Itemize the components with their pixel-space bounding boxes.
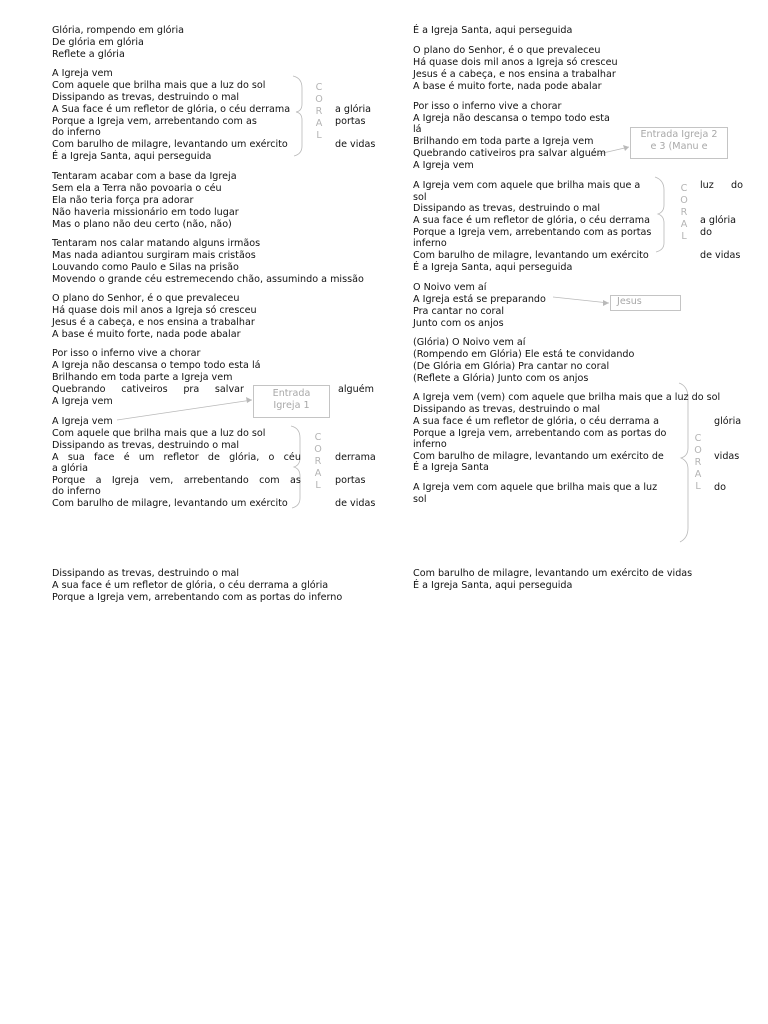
lyric-line-end: derrama <box>335 452 376 463</box>
word: com <box>259 475 280 486</box>
lyric-line-justified <box>52 452 301 464</box>
lyric-line: Jesus é a cabeça, e nos ensina a trabalhar <box>52 317 255 328</box>
word: A <box>52 452 59 463</box>
lyric-line: lá <box>413 124 422 135</box>
lyric-line: O plano do Senhor, é o que prevaleceu <box>413 45 601 56</box>
coral-label <box>313 432 323 492</box>
lyric-line: Porque a Igreja vem, arrebentando com as portas <box>413 227 652 238</box>
lyric-line: Ela não teria força pra adorar <box>52 195 194 206</box>
lyric-line: Mas o plano não deu certo (não, não) <box>52 219 232 230</box>
lyric-line: (Rompendo em Glória) Ele está te convidando <box>413 349 635 360</box>
lyric-line: É a Igreja Santa, aqui perseguida <box>413 580 573 591</box>
lyric-line: inferno <box>413 238 447 249</box>
coral-letter: L <box>315 480 321 491</box>
callout-text: Entrada <box>272 388 311 399</box>
lyric-line: Por isso o inferno vive a chorar <box>413 101 562 112</box>
coral-letter: O <box>694 445 702 456</box>
callout-text: Entrada Igreja 2 <box>640 129 718 140</box>
coral-letter: C <box>314 432 322 443</box>
coral-letter: R <box>315 106 323 117</box>
lyric-line-end: a glória <box>700 215 737 226</box>
callout-entrada-igreja-2 <box>630 127 728 159</box>
lyric-line: A sua face é um refletor de glória, o céu derrama a <box>413 416 659 427</box>
word: face <box>94 452 115 463</box>
word: sua <box>67 452 85 463</box>
lyric-line-justified <box>52 475 301 487</box>
word: é <box>123 452 130 463</box>
lyric-line-end: alguém <box>338 384 374 395</box>
word: Quebrando <box>52 384 106 395</box>
word: pra <box>183 384 200 395</box>
lyric-line: Reflete a glória <box>52 49 125 60</box>
coral-letter: C <box>694 433 702 444</box>
lyric-line-end: de vidas <box>700 250 741 261</box>
lyric-line-end: de vidas <box>335 139 376 150</box>
lyric-line: É a Igreja Santa, aqui perseguida <box>413 25 573 36</box>
lyric-line-end: a glória <box>335 104 372 115</box>
word: Porque <box>52 475 86 486</box>
lyric-line-end: glória <box>714 416 742 427</box>
lyric-line: Dissipando as trevas, destruindo o mal <box>52 92 240 103</box>
word: refletor <box>163 452 199 463</box>
coral-letter: O <box>680 195 688 206</box>
lyric-line: O Noivo vem aí <box>413 282 487 293</box>
lyric-line: Com barulho de milagre, levantando um exército <box>52 498 288 509</box>
word: salvar <box>214 384 244 395</box>
lyric-line: do inferno <box>52 486 101 497</box>
lyric-line: O plano do Senhor, é o que prevaleceu <box>52 293 240 304</box>
coral-letter: A <box>694 469 702 480</box>
coral-letter: L <box>316 130 322 141</box>
lyric-line: É a Igreja Santa, aqui perseguida <box>413 262 573 273</box>
lyric-line: Por isso o inferno vive a chorar <box>52 348 201 359</box>
lyric-line: Há quase dois mil anos a Igreja só cresceu <box>52 305 257 316</box>
lyric-line-end: de vidas <box>335 498 376 509</box>
lyric-line: É a Igreja Santa <box>413 462 489 473</box>
word: glória, <box>229 452 260 463</box>
lyric-line-justified <box>52 384 244 396</box>
lyric-line: inferno <box>413 439 447 450</box>
lyric-line: A Igreja vem com aquele que brilha mais que a <box>413 180 641 191</box>
lyric-line: Com aquele que brilha mais que a luz do sol <box>52 428 266 439</box>
coral-letter: A <box>680 219 688 230</box>
callout-text: e 3 (Manu e <box>650 141 708 152</box>
lyric-line: Com aquele que brilha mais que a luz do sol <box>52 80 266 91</box>
lyric-line: A sua face é um refletor de glória, o céu derrama <box>413 215 651 226</box>
lyric-line: A Igreja vem <box>413 160 474 171</box>
lyric-line: Com barulho de milagre, levantando um exército <box>52 139 288 150</box>
lyric-line: Brilhando em toda parte a Igreja vem <box>413 136 594 147</box>
lyric-line: A Igreja vem (vem) com aquele que brilha mais que a luz do sol <box>413 392 721 403</box>
lyric-line: Sem ela a Terra não povoaria o céu <box>52 183 222 194</box>
coral-letter: C <box>315 82 323 93</box>
lyric-line: Com barulho de milagre, levantando um exército de vidas <box>413 568 693 579</box>
lyric-line: sol <box>413 494 427 505</box>
lyric-line: Brilhando em toda parte a Igreja vem <box>52 372 233 383</box>
lyric-line: Tentaram nos calar matando alguns irmãos <box>52 238 261 249</box>
lyric-line: A Sua face é um refletor de glória, o céu derrama <box>52 104 291 115</box>
lyric-line: Mas nada adiantou surgiram mais cristãos <box>52 250 256 261</box>
callout-jesus <box>610 295 681 311</box>
lyric-line: A Igreja vem <box>52 416 113 427</box>
lyric-line: Tentaram acabar com a base da Igreja <box>52 171 237 182</box>
lyric-line: a glória <box>52 463 89 474</box>
lyric-line: (De Glória em Glória) Pra cantar no coral <box>413 361 610 372</box>
word: a <box>95 475 102 486</box>
lyric-line-end: vidas <box>714 451 740 462</box>
lyric-line: É a Igreja Santa, aqui perseguida <box>52 151 212 162</box>
lyric-line-end: portas <box>335 116 366 127</box>
word: um <box>138 452 155 463</box>
lyric-line: Dissipando as trevas, destruindo o mal <box>413 404 601 415</box>
lyric-line: A base é muito forte, nada pode abalar <box>413 81 602 92</box>
lyric-line: Quebrando cativeiros pra salvar alguém <box>413 148 607 159</box>
lyric-line: A Igreja vem <box>52 396 113 407</box>
lyric-line: A Igreja não descansa o tempo todo esta <box>413 113 610 124</box>
lyric-line-end: portas <box>335 475 366 486</box>
lyric-line: Pra cantar no coral <box>413 306 504 317</box>
coral-letter: L <box>681 231 687 242</box>
coral-label <box>693 433 703 493</box>
coral-label <box>314 82 324 142</box>
lyric-line: Não haveria missionário em todo lugar <box>52 207 239 218</box>
lyric-line: A Igreja está se preparando <box>413 294 546 305</box>
lyric-line: (Reflete a Glória) Junto com os anjos <box>413 373 589 384</box>
lyric-line: Louvando como Paulo e Silas na prisão <box>52 262 239 273</box>
word: as <box>290 475 301 486</box>
lyric-line: do inferno <box>52 127 101 138</box>
word: Igreja <box>111 475 139 486</box>
callout-entrada-igreja-1 <box>253 385 330 418</box>
lyric-line: Jesus é a cabeça, e nos ensina a trabalhar <box>413 69 616 80</box>
coral-letter: O <box>315 94 323 105</box>
word: cativeiros <box>121 384 168 395</box>
lyric-line-end: do <box>731 180 743 191</box>
coral-letter: R <box>694 457 702 468</box>
coral-letter: L <box>695 481 701 492</box>
lyric-line: A Igreja não descansa o tempo todo esta lá <box>52 360 261 371</box>
lyric-line: Dissipando as trevas, destruindo o mal <box>413 203 601 214</box>
lyric-line: A sua face é um refletor de glória, o céu derrama a glória <box>52 580 329 591</box>
coral-letter: R <box>314 456 322 467</box>
lyric-line: Dissipando as trevas, destruindo o mal <box>52 568 240 579</box>
lyric-line-end: do <box>714 482 726 493</box>
lyric-line: Porque a Igreja vem, arrebentando com as <box>52 116 257 127</box>
lyric-line: De glória em glória <box>52 37 144 48</box>
callout-text: Igreja 1 <box>273 400 310 411</box>
lyric-line: A Igreja vem <box>52 68 113 79</box>
word: de <box>207 452 220 463</box>
callout-text: Jesus <box>617 296 642 307</box>
lyric-line-end: do <box>700 227 712 238</box>
word: vem, <box>149 475 174 486</box>
lyric-line: A Igreja vem com aquele que brilha mais que a luz <box>413 482 658 493</box>
coral-letter: A <box>315 118 323 129</box>
word: arrebentando <box>183 475 249 486</box>
lyric-line: A base é muito forte, nada pode abalar <box>52 329 241 340</box>
coral-label <box>679 183 689 243</box>
lyric-line-end: luz <box>700 180 714 191</box>
coral-letter: R <box>680 207 688 218</box>
lyric-line: Glória, rompendo em glória <box>52 25 184 36</box>
coral-letter: C <box>680 183 688 194</box>
lyric-line: Com barulho de milagre, levantando um exército de <box>413 451 664 462</box>
lyric-line: Junto com os anjos <box>413 318 504 329</box>
lyric-line: sol <box>413 192 427 203</box>
coral-letter: A <box>314 468 322 479</box>
lyric-line: Porque a Igreja vem, arrebentando com as portas do inferno <box>52 592 343 603</box>
lyric-line: (Glória) O Noivo vem aí <box>413 337 526 348</box>
coral-letter: O <box>314 444 322 455</box>
lyric-line: Há quase dois mil anos a Igreja só cresceu <box>413 57 618 68</box>
lyric-line: Porque a Igreja vem, arrebentando com as portas do <box>413 428 667 439</box>
word: céu <box>283 452 301 463</box>
lyric-line: Dissipando as trevas, destruindo o mal <box>52 440 240 451</box>
lyric-line: Movendo o grande céu estremecendo chão, assumindo a missão <box>52 274 364 285</box>
lyric-line: Com barulho de milagre, levantando um exército <box>413 250 649 261</box>
word: o <box>268 452 275 463</box>
